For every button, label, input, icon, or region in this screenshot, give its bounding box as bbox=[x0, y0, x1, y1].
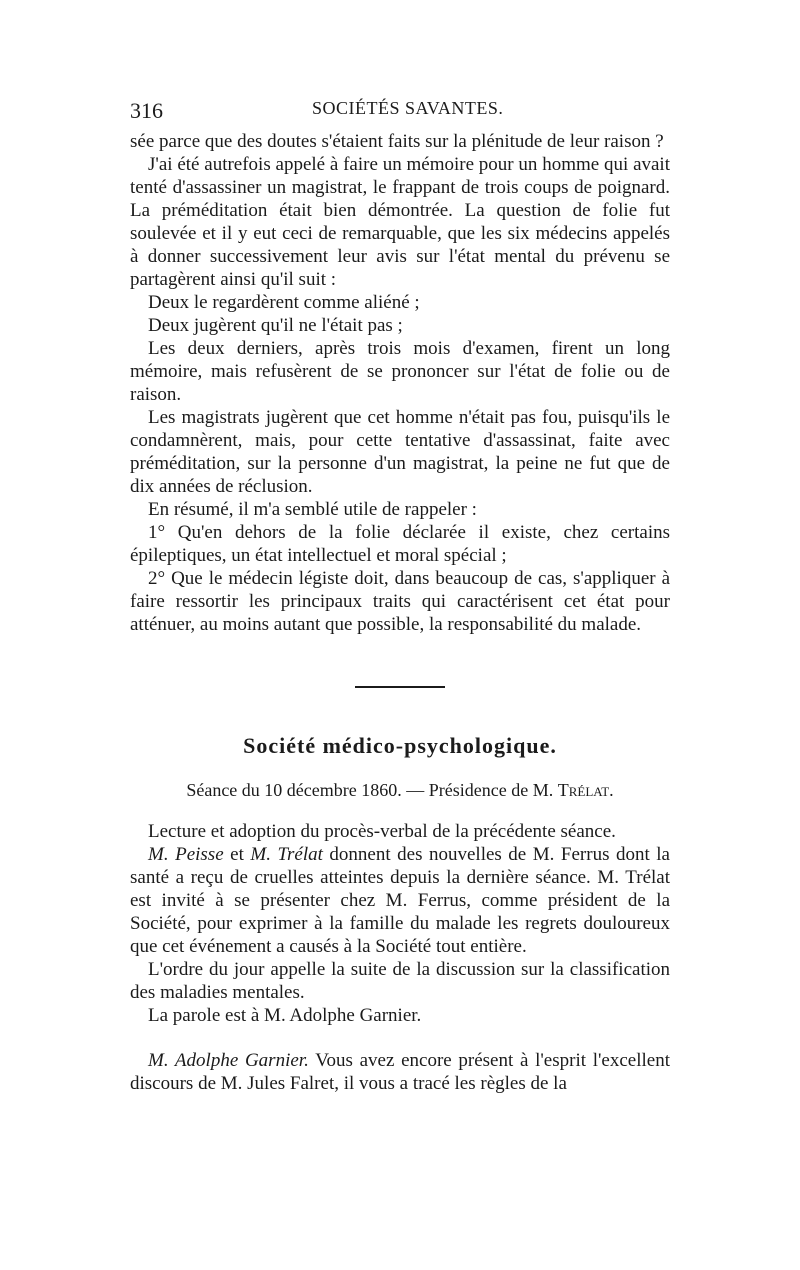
paragraph bbox=[130, 843, 670, 958]
page-header bbox=[130, 98, 670, 128]
paragraph bbox=[130, 1049, 670, 1095]
paragraph: sée parce que des doutes s'étaient faits sur la plénitude de leur raison ? bbox=[130, 131, 664, 152]
section-heading: Société médico-psychologique. bbox=[243, 733, 557, 758]
session-president: Trélat. bbox=[557, 780, 614, 800]
paragraph: Deux le regardèrent comme aliéné ; bbox=[148, 292, 420, 313]
running-title: SOCIÉTÉS SAVANTES. bbox=[312, 98, 504, 118]
paragraph: 2° Que le médecin légiste doit, dans beaucoup de cas, s'appliquer à faire ressortir les principaux traits qui caractérisent cet état pour atténuer, au moins autant que possible, la responsabilité du malade. bbox=[130, 568, 670, 635]
paragraph: J'ai été autrefois appelé à faire un mémoire pour un homme qui avait tenté d'assassiner un magistrat, le frappant de trois coups de poignard. La préméditation était bien démontrée. La question de folie fut soulevée et il y eut ceci de remarquable, que les six médecins appelés à donner successivement leur avis sur l'état mental du prévenu se partagèrent ainsi qu'il suit : bbox=[130, 154, 670, 290]
speaker-name: M. Peisse bbox=[148, 844, 224, 865]
conjunction: et bbox=[230, 844, 244, 865]
paragraph: 1° Qu'en dehors de la folie déclarée il existe, chez certains épileptiques, un état intellectuel et moral spécial ; bbox=[130, 522, 670, 566]
session-date-text: Séance du 10 décembre 1860. — Présidence de M. bbox=[186, 780, 554, 800]
section-divider bbox=[355, 686, 445, 688]
opening-text-block bbox=[130, 130, 670, 636]
paragraph: La parole est à M. Adolphe Garnier. bbox=[148, 1005, 422, 1026]
session-line bbox=[130, 780, 670, 801]
paragraph: Lecture et adoption du procès-verbal de la précédente séance. bbox=[148, 821, 616, 842]
paragraph-text: donnent des nouvelles de M. Ferrus dont la santé a reçu de cruelles atteintes depuis la dernière séance. M. Trélat est invité à se présenter chez M. Ferrus, comme président de la Société, pour exprimer à la famille du malade les regrets douloureux que cet événement a causés à la Société tout entière. bbox=[130, 844, 670, 957]
paragraph: Les deux derniers, après trois mois d'examen, firent un long mémoire, mais refusèrent de se prononcer sur l'état de folie ou de raison. bbox=[130, 338, 670, 405]
paragraph-text: Vous avez encore présent à l'esprit l'excellent discours de M. Jules Falret, il vous a tracé les règles de la bbox=[130, 1050, 670, 1094]
paragraph: Les magistrats jugèrent que cet homme n'était pas fou, puisqu'ils le condamnèrent, mais, pour cette tentative d'assassinat, faite avec préméditation, sur la personne d'un magistrat, la peine ne fut que de dix années de réclusion. bbox=[130, 407, 670, 497]
speaker-name: M. Adolphe Garnier. bbox=[148, 1050, 309, 1071]
paragraph: Deux jugèrent qu'il ne l'était pas ; bbox=[148, 315, 403, 336]
minutes-text-block bbox=[130, 820, 670, 1095]
page-number: 316 bbox=[130, 98, 163, 123]
speaker-name: M. Trélat bbox=[250, 844, 323, 865]
paragraph: L'ordre du jour appelle la suite de la discussion sur la classification des maladies mentales. bbox=[130, 959, 670, 1003]
paragraph: En résumé, il m'a semblé utile de rappeler : bbox=[148, 499, 477, 520]
